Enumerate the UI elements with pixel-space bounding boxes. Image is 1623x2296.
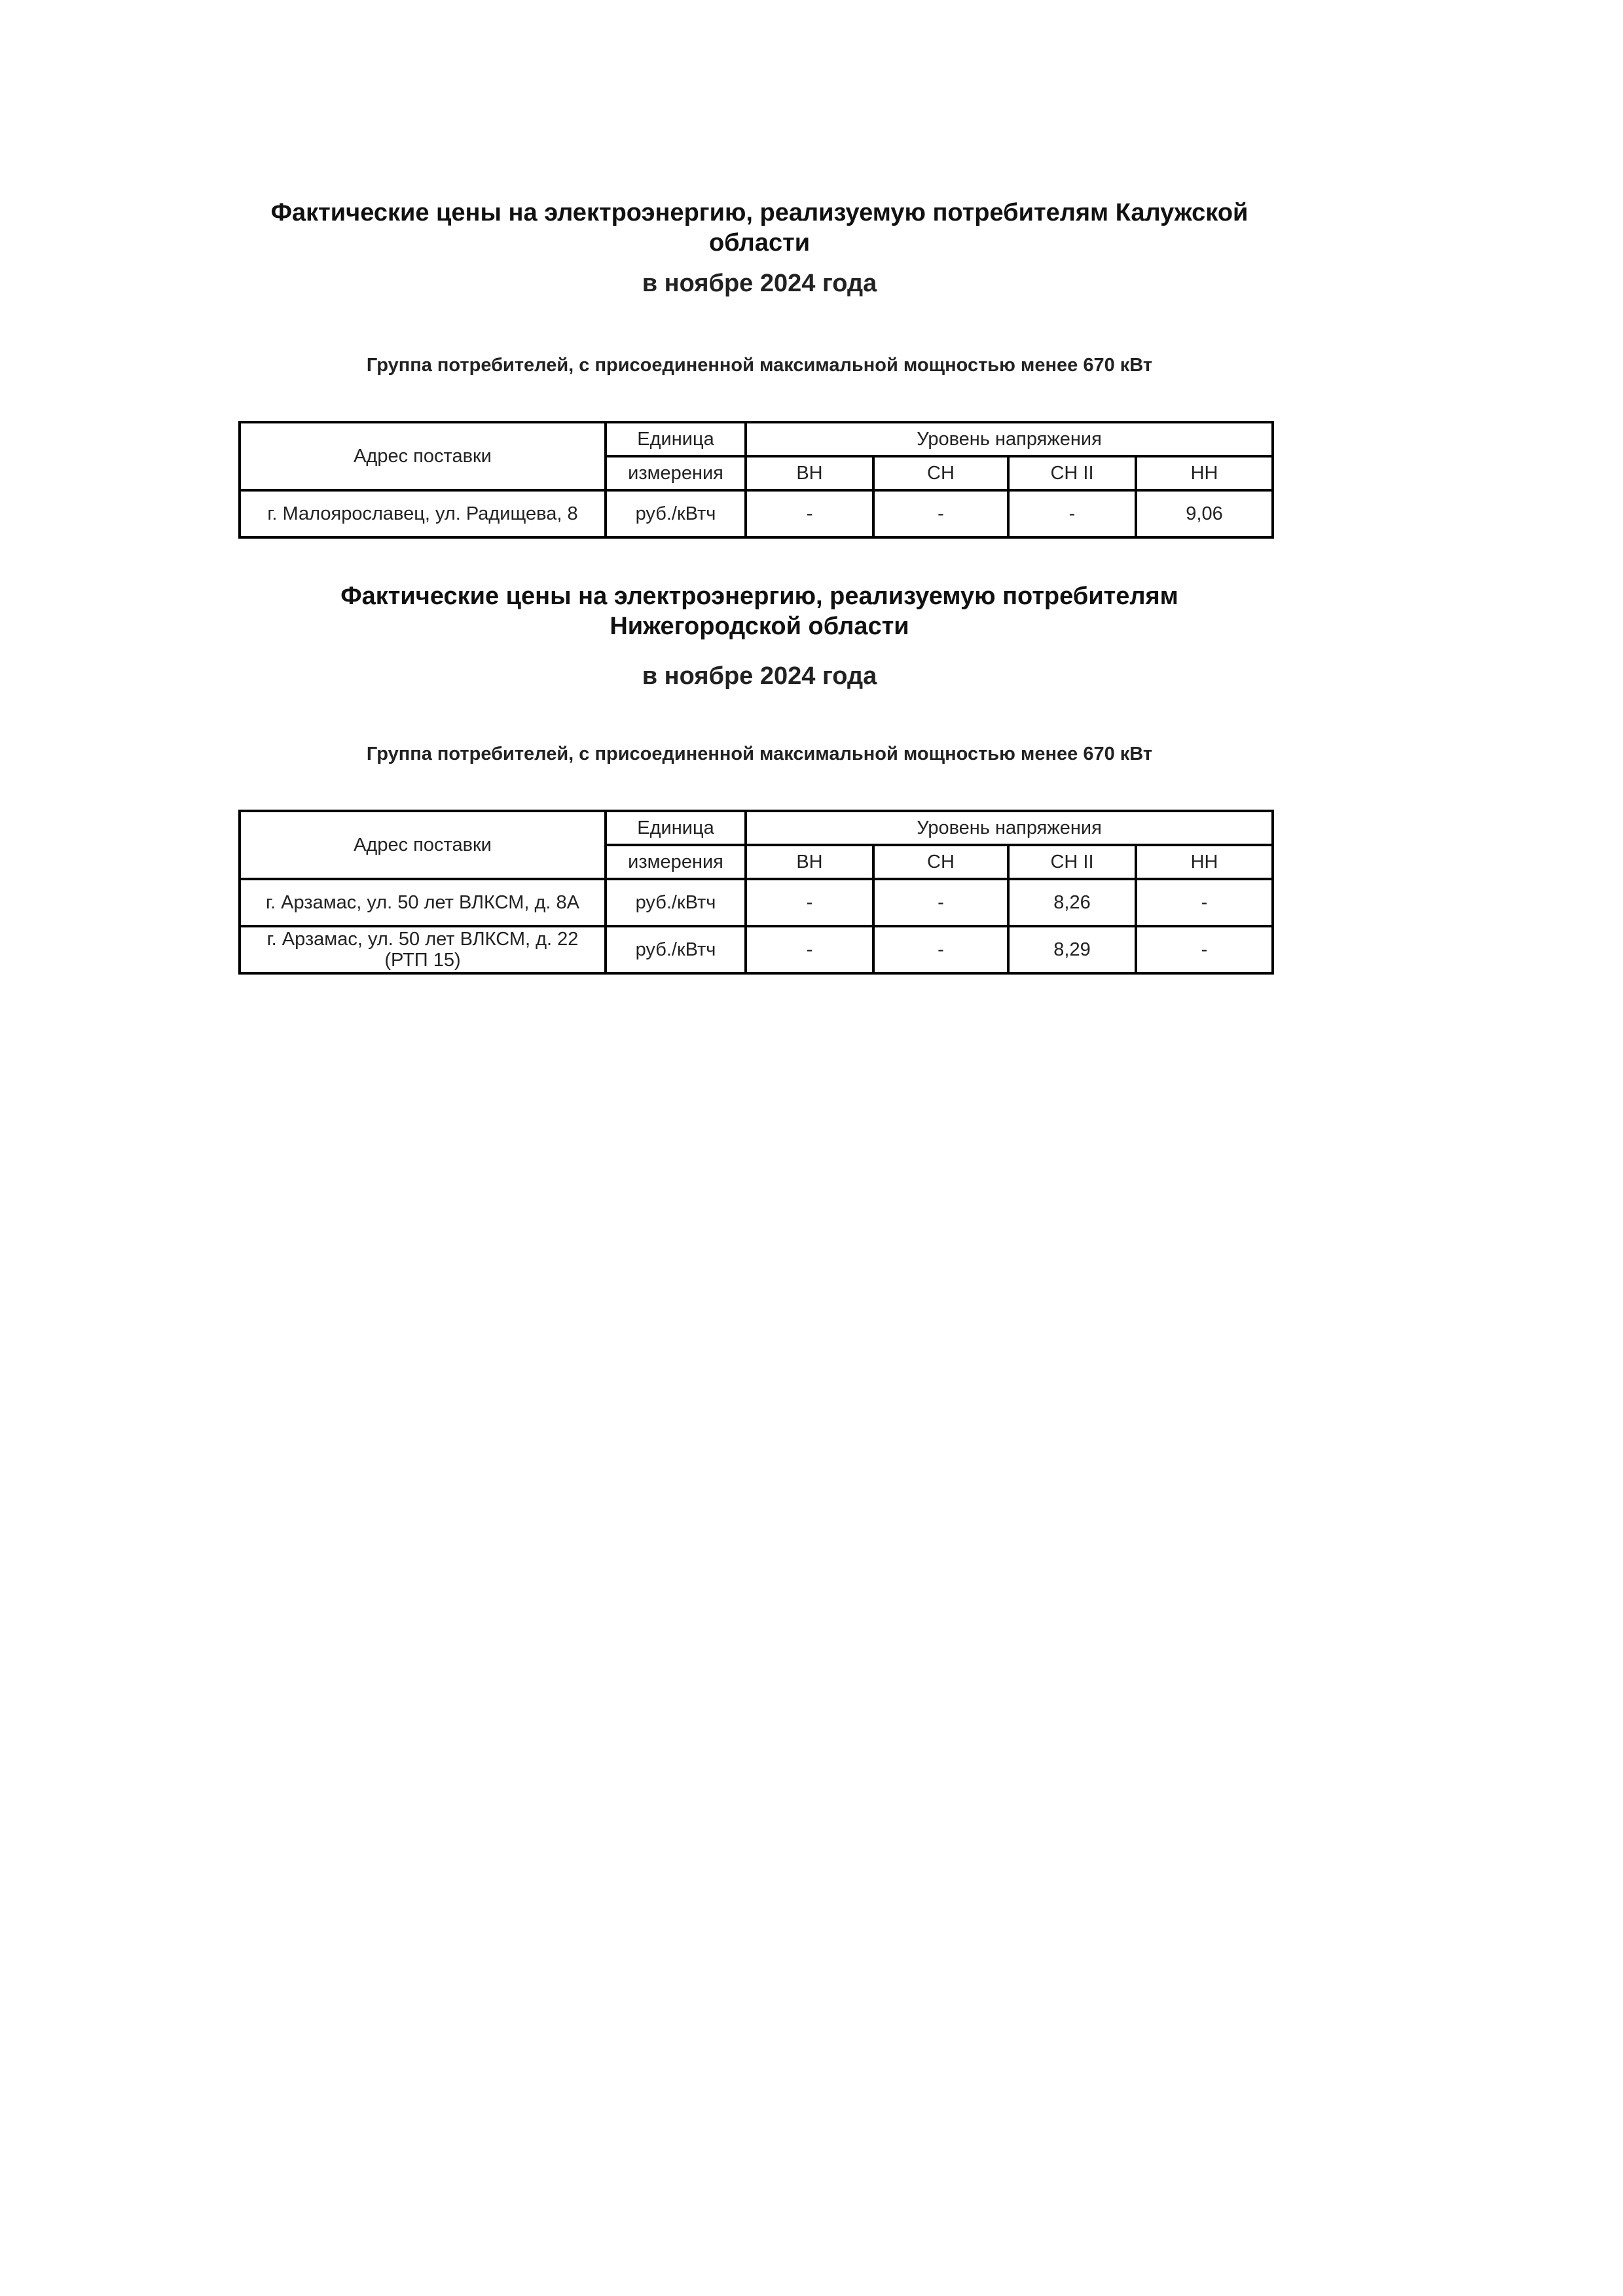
cell-sn: - xyxy=(873,490,1008,537)
cell-vn: - xyxy=(746,879,873,926)
period-kaluga: в ноябре 2024 года xyxy=(642,270,877,297)
cell-vn: - xyxy=(746,490,873,537)
section-title-kaluga: Фактические цены на электроэнергию, реализуемую потребителям Калужской области xyxy=(270,199,1249,257)
header-vn: ВН xyxy=(746,845,873,879)
header-sn: СН xyxy=(873,845,1008,879)
cell-nn: - xyxy=(1136,879,1273,926)
header-sn2: СН II xyxy=(1008,845,1136,879)
header-address: Адрес поставки xyxy=(240,422,606,490)
cell-sn2: 8,29 xyxy=(1008,926,1136,973)
cell-nn: 9,06 xyxy=(1136,490,1273,537)
header-voltage-level: Уровень напряжения xyxy=(746,422,1273,456)
cell-address: г. Малоярославец, ул. Радищева, 8 xyxy=(240,490,606,537)
header-sn2: СН II xyxy=(1008,456,1136,490)
cell-nn: - xyxy=(1136,926,1273,973)
cell-sn2: - xyxy=(1008,490,1136,537)
table-row xyxy=(240,926,1273,973)
cell-sn: - xyxy=(873,879,1008,926)
cell-address: г. Арзамас, ул. 50 лет ВЛКСМ, д. 22 (РТП 15) xyxy=(240,926,606,973)
header-unit-line1: Единица xyxy=(606,811,746,845)
consumer-group-kaluga: Группа потребителей, с присоединенной максимальной мощностью менее 670 кВт xyxy=(366,355,1153,376)
cell-sn2: 8,26 xyxy=(1008,879,1136,926)
cell-sn: - xyxy=(873,926,1008,973)
price-table-kaluga xyxy=(238,421,1274,539)
cell-unit: руб./кВтч xyxy=(606,926,746,973)
table-row xyxy=(240,879,1273,926)
section-title-nizhny: Фактические цены на электроэнергию, реализуемую потребителям Нижегородской области xyxy=(340,583,1178,640)
header-address: Адрес поставки xyxy=(240,811,606,879)
cell-vn: - xyxy=(746,926,873,973)
price-table-nizhny xyxy=(238,810,1274,975)
header-unit-line2: измерения xyxy=(606,845,746,879)
header-nn: НН xyxy=(1136,456,1273,490)
header-unit-line2: измерения xyxy=(606,456,746,490)
header-vn: ВН xyxy=(746,456,873,490)
header-unit-line1: Единица xyxy=(606,422,746,456)
cell-unit: руб./кВтч xyxy=(606,490,746,537)
period-nizhny: в ноябре 2024 года xyxy=(642,662,877,690)
cell-unit: руб./кВтч xyxy=(606,879,746,926)
consumer-group-nizhny: Группа потребителей, с присоединенной максимальной мощностью менее 670 кВт xyxy=(366,744,1153,764)
cell-address: г. Арзамас, ул. 50 лет ВЛКСМ, д. 8А xyxy=(240,879,606,926)
header-sn: СН xyxy=(873,456,1008,490)
header-nn: НН xyxy=(1136,845,1273,879)
table-row xyxy=(240,490,1273,537)
header-voltage-level: Уровень напряжения xyxy=(746,811,1273,845)
